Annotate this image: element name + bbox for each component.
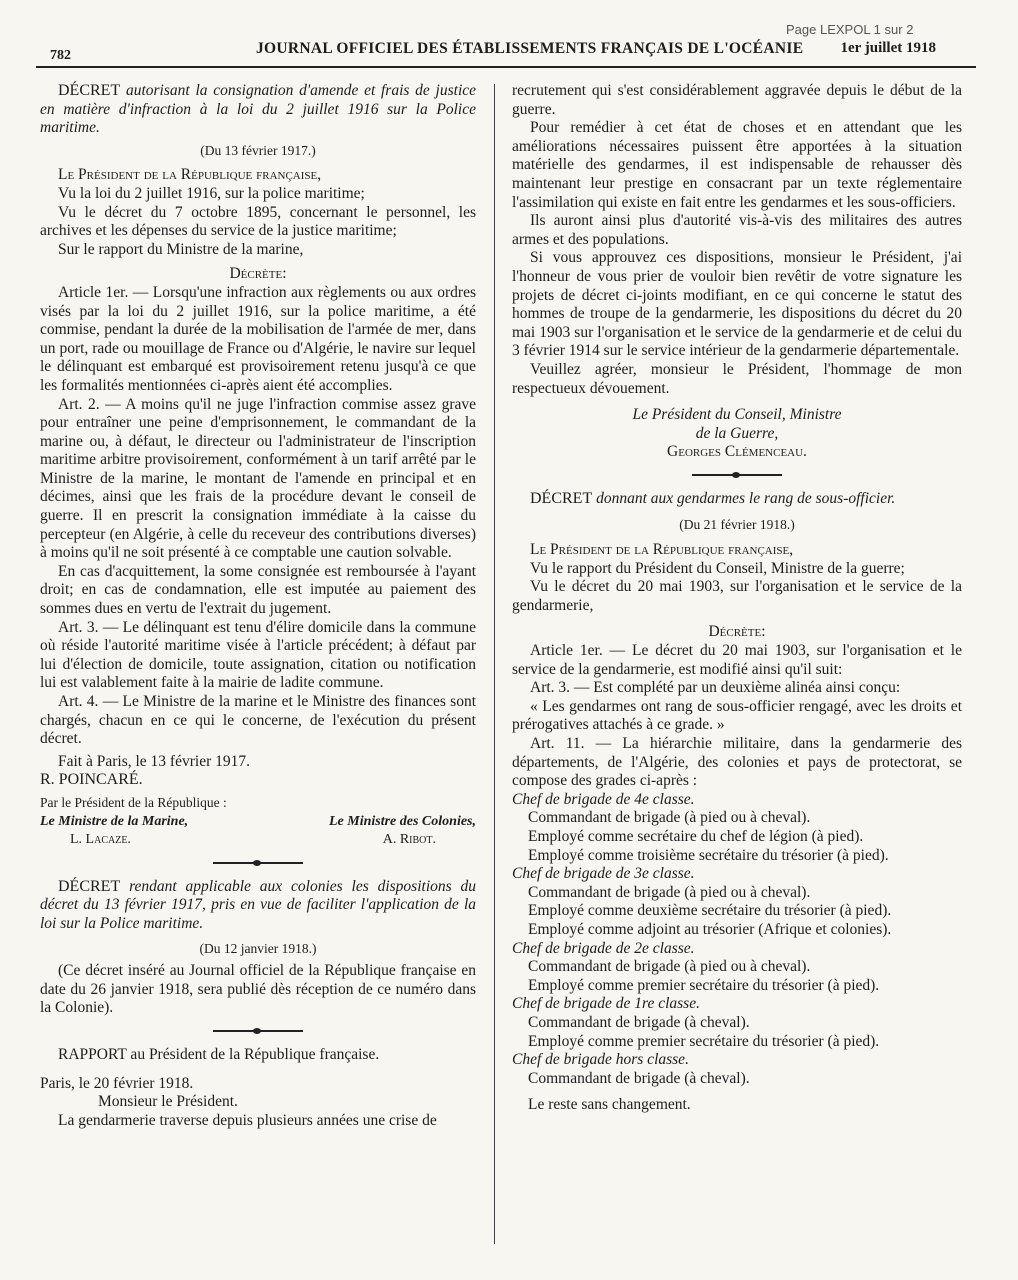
decret3-lead: DÉCRET [530, 489, 593, 507]
decret1-lead: DÉCRET [58, 82, 121, 99]
column-divider [494, 84, 495, 1244]
decret1-art2: Art. 2. — A moins qu'il ne juge l'infraction commise assez grave pour entraîner une peine d'emprisonnement, le commandant de la marine ou, à défaut, le directeur ou l'administrateur de l'inscription maritime arbitre provisoirement, conformément à un tarif arrêté par le Ministre de la marine, le montant de l'amende en principal et en décimes, ainsi que les frais de la procédure devant le conseil de guerre. Il en prescrit la consignation immédiate à la caisse du percepteur (en Algérie, à celle du receveur des contributions diverses) à moins qu'il ne soit présenté à ce comptable une caution solvable. [40, 395, 476, 562]
decret1-ministers-names [40, 831, 476, 850]
decret1-date: (Du 13 février 1917.) [200, 142, 316, 158]
decret1-vu1: Vu la loi du 2 juillet 1916, sur la police maritime; [58, 184, 365, 202]
decret1-signature: R. POINCARÉ. [40, 771, 143, 789]
decret1-art1: Article 1er. — Lorsqu'une infraction aux règlements ou aux ordres visés par la loi du 2 juillet 1916, sur la police maritime, a été commise, pendant la durée de la mobilisation de l'armée de mer, dans un port, rade ou mouillage de France ou d'Algérie, le navire sur lequel le délinquant est embarqué est provisoirement retenu jusqu'à ce que les formalités mentionnées ci-après aient été accomplies. [40, 283, 476, 394]
grade-title: Chef de brigade de 3e classe. [512, 865, 695, 883]
decret3-date: (Du 21 février 1918.) [679, 517, 795, 533]
decret3-art3: Art. 3. — Est complété par un deuxième alinéa ainsi conçu: [530, 679, 901, 697]
decret2-lead: DÉCRET [58, 877, 121, 895]
separator-3 [692, 474, 782, 476]
grade-item: Employé comme premier secrétaire du trésorier (à pied). [528, 976, 880, 994]
decret1-decrete: Décrète: [229, 265, 287, 283]
rapport-cont-p5: Veuillez agréer, monsieur le Président, l'hommage de mon respectueux dévouement. [512, 360, 962, 397]
grade-item: Commandant de brigade (à pied ou à cheval). [528, 883, 811, 901]
decret3-art1: Article 1er. — Le décret du 20 mai 1903, sur l'organisation et le service de la gendarmerie, est modifié ainsi qu'il suit: [512, 642, 962, 678]
decret2-title [40, 878, 476, 934]
decret1-par: Par le Président de la République : [40, 794, 227, 810]
left-column [40, 82, 476, 1130]
decret1-title-text: autorisant la consignation d'amende et frais de justice en matière d'infraction à la loi du 2 juillet 1916 sur la Police maritime. [40, 82, 477, 137]
grade-item: Commandant de brigade (à cheval). [528, 1069, 750, 1087]
grade-item: Commandant de brigade (à pied ou à cheval). [528, 958, 811, 976]
rapport-sig-title2: de la Guerre, [695, 424, 779, 442]
rapport-place-date: Paris, le 20 février 1918. [40, 1074, 194, 1092]
min-marine-name: L. Lacaze. [70, 832, 131, 848]
grades-list [512, 791, 962, 1089]
grade-item: Employé comme troisième secrétaire du trésorier (à pied). [528, 846, 889, 864]
rapport-p1: La gendarmerie traverse depuis plusieurs années une crise de [58, 1111, 437, 1129]
grade-item: Commandant de brigade (à cheval). [528, 1013, 750, 1031]
decret2-title-text: rendant applicable aux colonies les dispositions du décret du 13 février 1917, pris en vue de faciliter l'application de la loi sur la Police maritime. [40, 877, 476, 932]
rapport-cont-p4: Si vous approuvez ces dispositions, monsieur le Président, j'ai l'honneur de vous prier de vouloir bien revêtir de votre signature les projets de décret ci-joints modifiant, en ce qui concerne le statut des hommes de troupe de la gendarmerie, les dispositions du décret du 20 mai 1903 sur l'organisation et le service de la gendarmerie et de celui du 3 février 1914 sur le service intérieur de la gendarmerie départementale. [512, 249, 962, 360]
decret3-decrete: Décrète: [708, 623, 766, 641]
decret3-president: Le Président de la République française, [530, 541, 794, 559]
rapport-salutation: Monsieur le Président. [98, 1093, 238, 1111]
grade-item: Commandant de brigade (à pied ou à cheval). [528, 809, 811, 827]
decret1-art4: Art. 4. — Le Ministre de la marine et le Ministre des finances sont chargés, chacun en ce qui le concerne, de l'exécution du présent décret. [40, 693, 476, 748]
separator-2 [213, 1030, 303, 1032]
grade-item: Employé comme adjoint au trésorier (Afrique et colonies). [528, 920, 892, 938]
decret1-ministers-titles [40, 813, 476, 832]
rapport-sig-title1: Le Président du Conseil, Ministre [632, 406, 842, 424]
grade-item: Employé comme secrétaire du chef de légion (à pied). [528, 827, 864, 845]
grade-item: Employé comme deuxième secrétaire du trésorier (à pied). [528, 902, 892, 920]
decret1-vu2: Vu le décret du 7 octobre 1895, concernant le personnel, les archives et les dépenses du service de la justice maritime; [40, 203, 476, 240]
decret1-art3: Art. 3. — Le délinquant est tenu d'élire domicile dans la commune où réside l'autorité maritime visée à l'article précédent; à défaut par lui d'élection de domicile, toute assignation, citation ou notification lui est valablement faite à la mairie de ladite commune. [40, 618, 476, 692]
grade-title: Chef de brigade hors classe. [512, 1051, 689, 1069]
issue-date: 1er juillet 1918 [840, 40, 936, 56]
page-number: 782 [50, 48, 71, 63]
decret1-title [40, 82, 476, 138]
min-marine-title: Le Ministre de la Marine, [40, 813, 189, 829]
grade-title: Chef de brigade de 1re classe. [512, 995, 700, 1013]
page-indicator: Page LEXPOL 1 sur 2 [786, 22, 914, 37]
grade-title: Chef de brigade de 4e classe. [512, 790, 695, 808]
right-column [512, 82, 962, 1115]
decret3-quote: « Les gendarmes ont rang de sous-officier rengagé, avec les droits et prérogatives attachés à ce grade. » [512, 697, 962, 734]
decret3-title [512, 490, 962, 509]
decret1-president: Le Président de la République française, [58, 166, 322, 184]
decret3-art11: Art. 11. — La hiérarchie militaire, dans la gendarmerie des départements, de l'Algérie, des colonies et pays de protectorat, se compose des grades ci-après : [512, 735, 962, 790]
min-colonies-name: A. Ribot. [382, 832, 436, 848]
rapport-cont-p2: Pour remédier à cet état de choses et en attendant que les améliorations nécessaires puissent être apportées à la situation matérielle des gendarmes, il est indispensable de rehausser dès maintenant leur prestige en consacrant par un texte réglementaire l'assimilation qui existe en fait entre les gendarmes et les sous-officiers. [512, 119, 962, 211]
rapport-cont-p3: Ils auront ainsi plus d'autorité vis-à-vis des militaires des autres armes et des populations. [512, 212, 962, 248]
journal-title: JOURNAL OFFICIEL DES ÉTABLISSEMENTS FRANÇAIS DE L'OCÉANIE [256, 40, 804, 57]
decret1-art2b: En cas d'acquittement, la some consignée est remboursée à l'ayant droit; en cas de condamnation, elle est imputée au paiement des sommes dues en vertu de l'extrait du jugement. [40, 562, 476, 618]
rapport-cont-p1: recrutement qui s'est considérablement aggravée depuis le début de la guerre. [512, 82, 962, 118]
rapport-title: RAPPORT au Président de la République française. [58, 1045, 380, 1063]
journal-header [36, 40, 976, 68]
separator-1 [213, 862, 303, 864]
rapport-sig-name: Georges Clémenceau. [667, 443, 807, 461]
decret2-body: (Ce décret inséré au Journal officiel de la République française en date du 26 janvier 1918, sera publié dès réception de ce numéro dans la Colonie). [40, 962, 476, 1017]
decret1-sur: Sur le rapport du Ministre de la marine, [58, 240, 304, 258]
min-colonies-title: Le Ministre des Colonies, [328, 813, 476, 829]
grade-title: Chef de brigade de 2e classe. [512, 939, 695, 957]
decret1-fait: Fait à Paris, le 13 février 1917. [58, 752, 250, 770]
decret3-vu2: Vu le décret du 20 mai 1903, sur l'organisation et le service de la gendarmerie, [512, 578, 962, 614]
decret2-date: (Du 12 janvier 1918.) [199, 940, 317, 956]
decret3-reste: Le reste sans changement. [528, 1096, 691, 1114]
grade-item: Employé comme premier secrétaire du trésorier (à pied). [528, 1032, 880, 1050]
decret3-vu1: Vu le rapport du Président du Conseil, Ministre de la guerre; [530, 559, 905, 577]
decret3-title-text: donnant aux gendarmes le rang de sous-officier. [596, 489, 896, 507]
